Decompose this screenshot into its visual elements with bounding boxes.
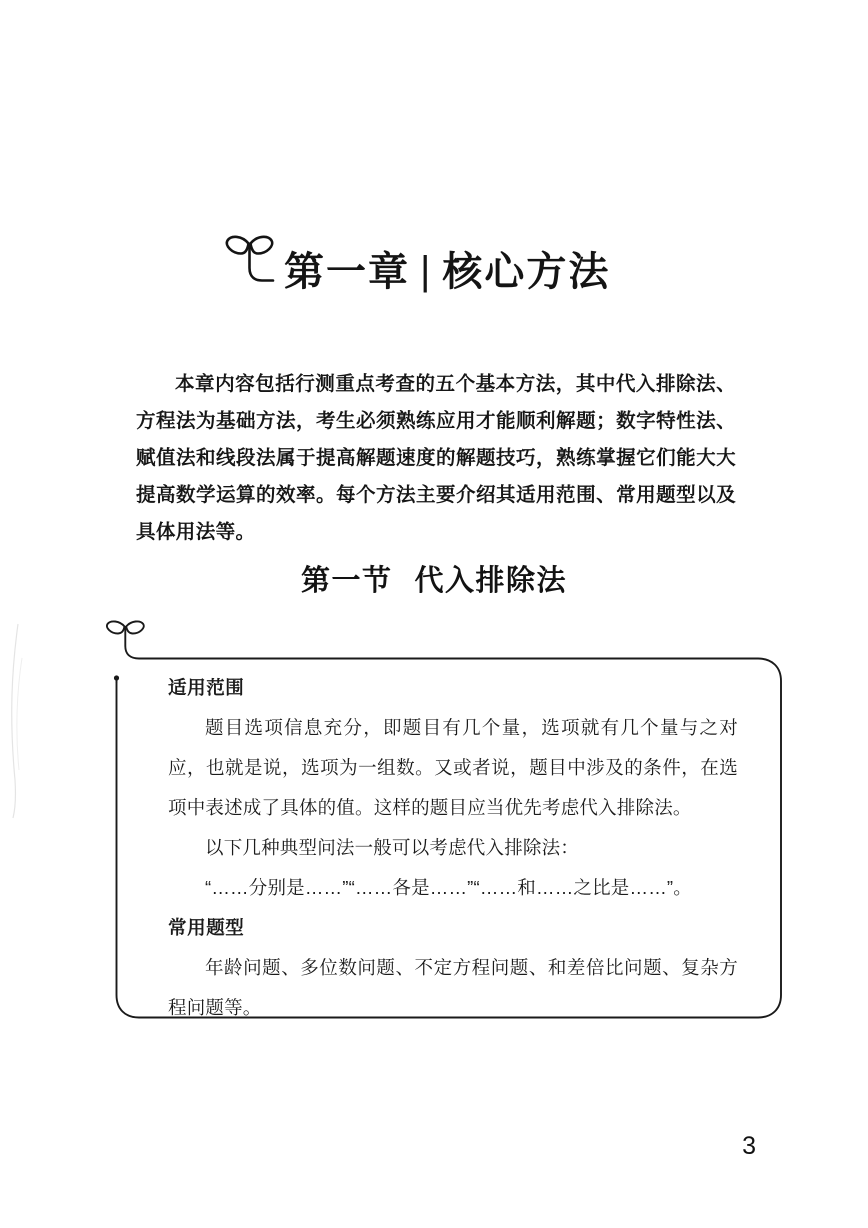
chapter-intro-paragraph: 本章内容包括行测重点考查的五个基本方法，其中代入排除法、方程法为基础方法，考生必须熟练应用才能顺利解题；数字特性法、赋值法和线段法属于提高解题速度的解题技巧，熟练掌握它们能大大提高数学运算的效率。每个方法主要介绍其适用范围、常用题型以及具体用法等。 (136, 374, 736, 543)
sprout-icon (224, 228, 278, 290)
callout-paragraph-scope-1: 题目选项信息充分，即题目有几个量，选项就有几个量与之对应，也就是说，选项为一组数。又或者说，题目中涉及的条件，在选项中表述成了具体的值。这样的题目应当优先考虑代入排除法。 (168, 717, 738, 818)
section-number: 第一节 (300, 565, 393, 597)
chapter-title-text: 核心方法 (442, 250, 611, 294)
callout-box (100, 612, 790, 1062)
section-heading (0, 558, 868, 599)
callout-heading-types: 常用题型 (168, 917, 245, 938)
left-rule-dot (114, 675, 119, 680)
callout-content (168, 668, 738, 1028)
callout-paragraph-scope-2: 以下几种典型问法一般可以考虑代入排除法： (205, 837, 580, 858)
callout-heading-scope: 适用范围 (168, 677, 245, 698)
chapter-number: 第一章 (284, 250, 410, 294)
callout-paragraph-scope-3: “……分别是……”“……各是……”“……和……之比是……”。 (205, 877, 692, 898)
callout-paragraph-types-1: 年龄问题、多位数问题、不定方程问题、和差倍比问题、复杂方程问题等。 (168, 957, 738, 1018)
page-number: 3 (742, 1132, 756, 1160)
chapter-heading (224, 216, 610, 296)
section-title-text: 代入排除法 (414, 565, 568, 597)
chapter-title-separator: | (420, 249, 433, 293)
chapter-title-line (284, 249, 611, 294)
page-curl-artifact (6, 620, 32, 820)
